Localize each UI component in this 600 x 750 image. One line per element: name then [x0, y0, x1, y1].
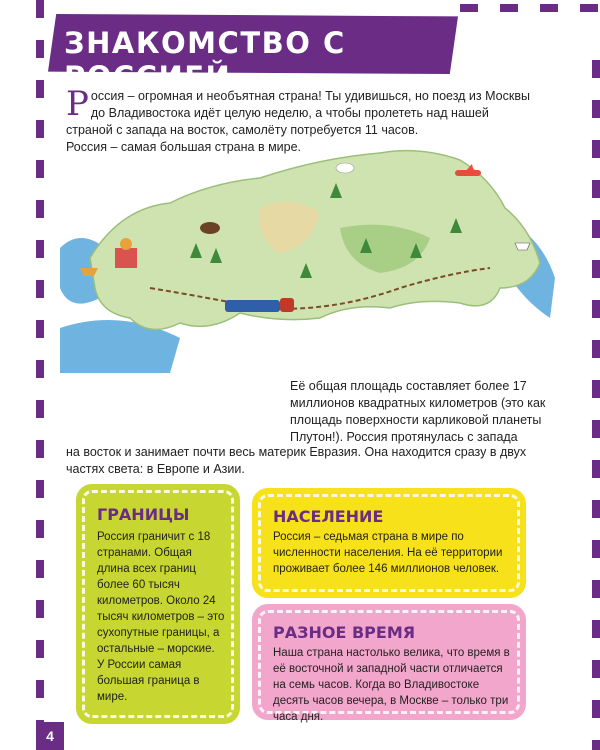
area-paragraph-part1: Её общая площадь составляет более 17 миллионов квадратных километров (это как площадь поверхности карликовой планеты Плутон!). Россия протянулась с запада	[290, 379, 546, 444]
russia-map-illustration	[60, 138, 560, 378]
map-land	[90, 151, 540, 330]
map-train-engine	[280, 298, 294, 312]
time-text: Наша страна настолько велика, что время в её восточной и западной части отличается на семь часов. Когда во Владивостоке десять часов вечера, в Москве – только три часа дня.	[273, 647, 510, 723]
time-box	[258, 610, 520, 723]
borders-box	[82, 490, 234, 718]
right-dashed-border	[592, 60, 600, 750]
page-title: ЗНАКОМСТВО С РОССИЕЙ	[64, 26, 346, 94]
map-train	[225, 300, 280, 312]
area-paragraph-part2: на восток и занимает почти весь материк Евразия. Она находится сразу в двух частях света: в Европе и Азии.	[66, 445, 527, 476]
page-number: 4	[36, 722, 64, 750]
population-box	[258, 494, 520, 592]
drop-cap: Р	[66, 84, 89, 124]
left-dashed-border	[36, 0, 44, 750]
population-heading: НАСЕЛЕНИЕ	[273, 507, 384, 526]
intro-text: оссия – огромная и необъятная страна! Ты удивишься, но поезд из Москвы до Владивостока идёт целую неделю, а чтобы пролететь над нашей страной с запада на восток, самолёту потребуется 11 часов.	[66, 89, 530, 137]
map-polar-bear	[336, 163, 354, 173]
map-bear	[200, 222, 220, 234]
borders-text: Россия граничит с 18 странами. Общая длина всех границ более 60 тысяч километров. Около 24 тысяч километров – это сухопутные границы, а остальные – морские. У России самая большая граница в мире.	[97, 531, 225, 703]
time-heading: РАЗНОЕ ВРЕМЯ	[273, 623, 416, 642]
map-ship-east	[515, 243, 530, 250]
borders-heading: ГРАНИЦЫ	[97, 505, 190, 524]
intro-line2: Россия – самая большая страна в мире.	[66, 140, 302, 154]
top-dashed-border	[460, 4, 600, 12]
population-text: Россия – седьмая страна в мире по численности населения. На её территории проживает более 146 миллионов человек.	[273, 531, 503, 575]
